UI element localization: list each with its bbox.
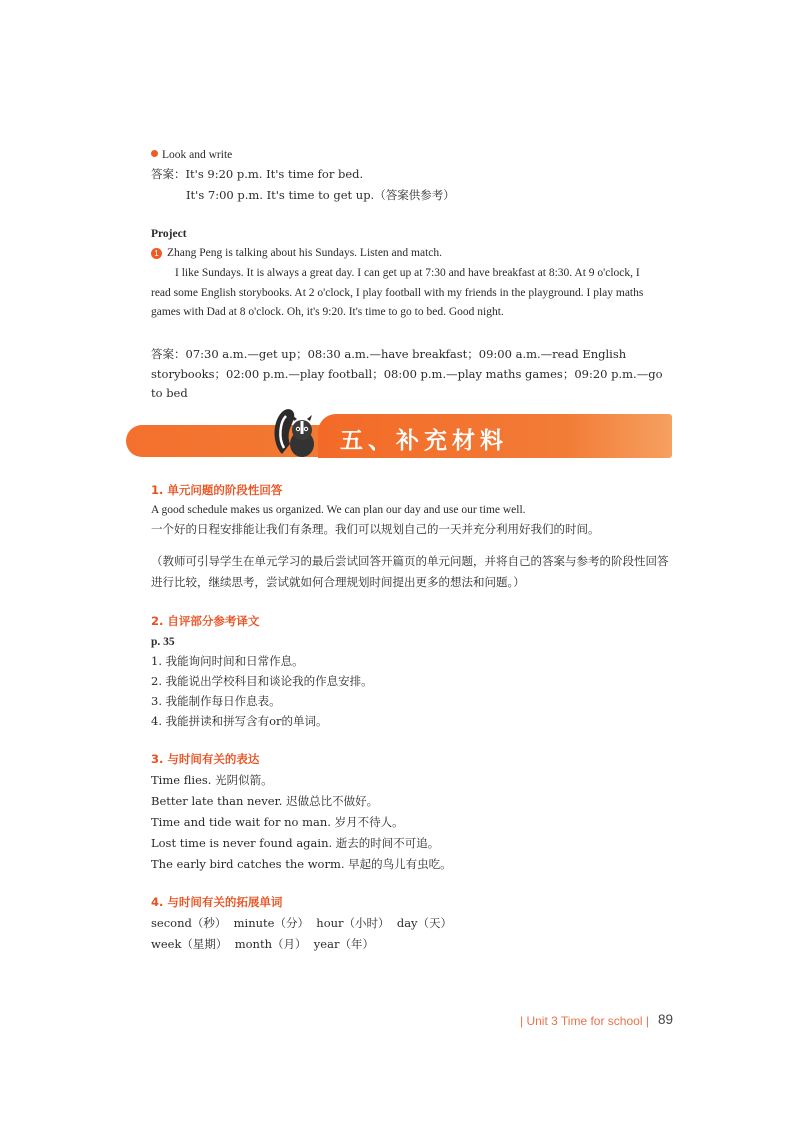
section-3-heading: 3. 与时间有关的表达 <box>151 752 260 766</box>
bullet-icon <box>151 150 158 157</box>
project-task: 1 Zhang Peng is talking about his Sundays. Listen and match. <box>151 244 442 263</box>
section-2-page: p. 35 <box>151 636 175 648</box>
section-1-english: A good schedule makes us organized. We can plan our day and use our time well. <box>151 504 526 516</box>
list-item: 4. 我能拼读和拼写含有or的单词。 <box>151 714 328 728</box>
section-1-note: （教师可引导学生在单元学习的最后尝试回答开篇页的单元问题，并将自己的答案与参考的阶段性回答进行比较，继续思考，尝试就如何合理规划时间提出更多的想法和问题。） <box>151 554 669 589</box>
list-item: 2. 我能说出学校科目和谈论我的作息安排。 <box>151 674 373 688</box>
section-1-heading: 1. 单元问题的阶段性回答 <box>151 483 283 497</box>
section-4-line-1: second（秒） minute（分） hour（小时） day（天） <box>151 916 453 930</box>
page-number: 89 <box>658 1012 674 1027</box>
number-badge-icon: 1 <box>151 248 162 259</box>
section-1-chinese: 一个好的日程安排能让我们有条理。我们可以规划自己的一天并充分利用好我们的时间。 <box>151 522 600 536</box>
look-write-answer-2: It's 7:00 p.m. It's time to get up.（答案供参考） <box>186 188 455 202</box>
section-4-heading: 4. 与时间有关的拓展单词 <box>151 895 283 909</box>
look-write-answer-1: 答案：It's 9:20 p.m. It's time for bed. <box>151 167 364 181</box>
list-item: Time and tide wait for no man. 岁月不待人。 <box>151 815 404 829</box>
list-item: 1. 我能询问时间和日常作息。 <box>151 654 304 668</box>
project-passage: I like Sundays. It is always a great day. I can get up at 7:30 and have breakfast at 8:30. At 9 o'clock, I read some English storybooks. At 2 o'clock, I play football with my friends in the playground. I play maths games with Dad at 8 o'clock. Oh, it's 9:20. It's time to go to bed. Good night. <box>151 267 644 318</box>
skunk-mascot-icon <box>268 404 324 460</box>
banner-title: 五、补充材料 <box>340 427 508 454</box>
project-heading: Project <box>151 228 187 240</box>
section-4-line-2: week（星期） month（月） year（年） <box>151 937 374 951</box>
list-item: 3. 我能制作每日作息表。 <box>151 694 281 708</box>
look-and-write-heading: Look and write <box>151 146 232 165</box>
project-answer: 答案：07:30 a.m.—get up；08:30 a.m.—have breakfast；09:00 a.m.—read English storybooks；02:00 p.m.—play football；08:00 p.m.—play maths games；09:20 p.m.—go to bed <box>151 347 663 400</box>
list-item: Better late than never. 迟做总比不做好。 <box>151 794 379 808</box>
list-item: Time flies. 光阴似箭。 <box>151 773 273 787</box>
section-2-heading: 2. 自评部分参考译文 <box>151 614 260 628</box>
list-item: The early bird catches the worm. 早起的鸟儿有虫吃。 <box>151 857 452 871</box>
list-item: Lost time is never found again. 逝去的时间不可追。 <box>151 836 440 850</box>
footer-unit-label: | Unit 3 Time for school | <box>520 1014 649 1028</box>
